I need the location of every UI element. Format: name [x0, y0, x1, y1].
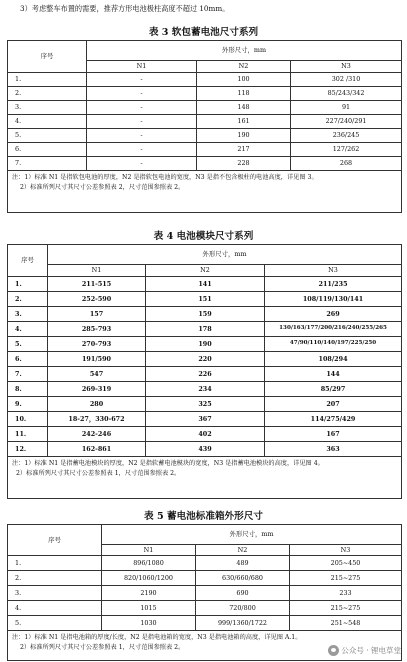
- table-row: [8, 571, 402, 586]
- table-cell: 252-590: [48, 292, 146, 307]
- table-row: [8, 292, 402, 307]
- table3-note-2: 2）标准所列尺寸其尺寸公差参照表 2，尺寸范围参照表 2。: [20, 183, 185, 191]
- table-cell: 2.: [8, 87, 87, 101]
- table-cell: -: [87, 157, 197, 171]
- table-cell: 144: [265, 367, 402, 382]
- table-cell: 2.: [8, 292, 48, 307]
- table-cell: 4.: [8, 601, 102, 616]
- table-cell: 242-246: [48, 427, 146, 442]
- table-row: [8, 397, 402, 412]
- table-cell: 91: [291, 101, 402, 115]
- table-cell: 108/294: [265, 352, 402, 367]
- table-row: [8, 87, 402, 101]
- table-cell: 233: [290, 586, 402, 601]
- table-cell: 236/245: [291, 129, 402, 143]
- table4-note-1: 注：1）标准 N1 是指蓄电池模块的厚度，N2 是指软蓄电池模块的宽度，N3 是指蓄电池模块的高度，详见图 4。: [12, 460, 324, 467]
- table-cell: -: [87, 87, 197, 101]
- table-cell: 999/1360/1722: [196, 616, 290, 631]
- table4-notes: [8, 457, 402, 499]
- table-cell: 159: [146, 307, 265, 322]
- table-cell: 108/119/130/141: [265, 292, 402, 307]
- table4-header-n3: N3: [265, 265, 402, 277]
- table-cell: 402: [146, 427, 265, 442]
- table-cell: 363: [265, 442, 402, 457]
- table-cell: 4.: [8, 115, 87, 129]
- table-cell: 2.: [8, 571, 102, 586]
- table-cell: 191/590: [48, 352, 146, 367]
- table-cell: 118: [197, 87, 291, 101]
- table-cell: 720/800: [196, 601, 290, 616]
- table3: [7, 40, 402, 213]
- table-cell: 162-861: [48, 442, 146, 457]
- table-cell: 5.: [8, 129, 87, 143]
- table-cell: 1.: [8, 556, 102, 571]
- table-row: [8, 352, 402, 367]
- table-cell: 2190: [102, 586, 196, 601]
- table-cell: 489: [196, 556, 290, 571]
- table-cell: 217: [197, 143, 291, 157]
- table-cell: 215~275: [290, 601, 402, 616]
- table-row: [8, 143, 402, 157]
- table3-header-dims: 外形尺寸，mm: [87, 41, 402, 61]
- table-cell: 269: [265, 307, 402, 322]
- table-cell: 167: [265, 427, 402, 442]
- table-cell: 12.: [8, 442, 48, 457]
- table5: [7, 524, 402, 661]
- table-cell: 3.: [8, 307, 48, 322]
- table-cell: 1015: [102, 601, 196, 616]
- table-cell: 325: [146, 397, 265, 412]
- table-cell: 820/1060/1200: [102, 571, 196, 586]
- table4-title: 表 4 电池模块尺寸系列: [153, 231, 254, 242]
- table-cell: 47/90/110/140/197/225/250: [265, 337, 402, 352]
- table-row: [8, 412, 402, 427]
- table-cell: 127/262: [291, 143, 402, 157]
- table-cell: 141: [146, 277, 265, 292]
- table5-header-dims: 外形尺寸，mm: [102, 525, 402, 545]
- table-cell: 234: [146, 382, 265, 397]
- table-cell: 130/163/177/200/216/240/255/265: [265, 322, 402, 337]
- top-note: 3）考虑整车布置的需要，推荐方形电池极柱高度不超过 10mm。: [20, 4, 230, 13]
- table4: [7, 244, 402, 499]
- table-cell: 211/235: [265, 277, 402, 292]
- table-cell: -: [87, 143, 197, 157]
- table5-note-1: 注：1）标准 N1 是指电池箱的厚度/长度，N2 是指电池箱的宽度，N3 是指电池箱的高度，详见图 A.1。: [12, 634, 302, 641]
- table-cell: 547: [48, 367, 146, 382]
- table-row: [8, 382, 402, 397]
- table-cell: 3.: [8, 586, 102, 601]
- table-row: [8, 616, 402, 631]
- table-cell: 190: [197, 129, 291, 143]
- table-cell: 7.: [8, 367, 48, 382]
- table5-header-seq: 序号: [8, 525, 102, 556]
- table-cell: 161: [197, 115, 291, 129]
- table5-header-n1: N1: [102, 545, 196, 556]
- watermark: [328, 645, 401, 657]
- table-cell: 18-27，330-672: [48, 412, 146, 427]
- table4-header-n2: N2: [146, 265, 265, 277]
- table-row: [8, 101, 402, 115]
- table3-title: 表 3 软包蓄电池尺寸系列: [148, 27, 259, 38]
- table-cell: 6.: [8, 143, 87, 157]
- table-row: [8, 601, 402, 616]
- table4-header-seq: 序号: [8, 245, 48, 277]
- table-row: [8, 129, 402, 143]
- table-cell: 269-319: [48, 382, 146, 397]
- table-cell: 5.: [8, 616, 102, 631]
- table-row: [8, 556, 402, 571]
- table-cell: 9.: [8, 397, 48, 412]
- table5-title: 表 5 蓄电池标准箱外形尺寸: [144, 511, 263, 522]
- table-row: [8, 307, 402, 322]
- table-cell: 690: [196, 586, 290, 601]
- table-cell: 3.: [8, 101, 87, 115]
- table-cell: 148: [197, 101, 291, 115]
- table-cell: 220: [146, 352, 265, 367]
- watermark-text: 公众号 · 锂电草堂: [341, 645, 401, 655]
- table-cell: -: [87, 73, 197, 87]
- table-cell: 11.: [8, 427, 48, 442]
- table-cell: -: [87, 101, 197, 115]
- table3-notes: [8, 171, 402, 213]
- table-cell: -: [87, 115, 197, 129]
- table-cell: 178: [146, 322, 265, 337]
- table-cell: 4.: [8, 322, 48, 337]
- table4-header-dims: 外形尺寸，mm: [48, 245, 402, 265]
- table-cell: 439: [146, 442, 265, 457]
- table3-note-1: 注：1）标准 N1 是指软包电池的厚度，N2 是指软包电池的宽度，N3 是指不包含极柱的电池高度，详见图 3。: [12, 174, 318, 181]
- table-row: [8, 73, 402, 87]
- table-cell: 1.: [8, 277, 48, 292]
- table5-header-n3: N3: [290, 545, 402, 556]
- table3-header-n1: N1: [87, 61, 197, 73]
- table-row: [8, 586, 402, 601]
- table-cell: 85/297: [265, 382, 402, 397]
- table3-header-seq: 序号: [8, 41, 87, 73]
- table-cell: 630/660/680: [196, 571, 290, 586]
- table5-header-n2: N2: [196, 545, 290, 556]
- table-cell: 211-515: [48, 277, 146, 292]
- table-cell: -: [87, 129, 197, 143]
- table3-header-n2: N2: [197, 61, 291, 73]
- table-row: [8, 115, 402, 129]
- table-row: [8, 442, 402, 457]
- table-cell: 10.: [8, 412, 48, 427]
- table-cell: 228: [197, 157, 291, 171]
- table-cell: 227/240/291: [291, 115, 402, 129]
- table-cell: 251~548: [290, 616, 402, 631]
- table5-note-2: 2）标准所列尺寸其尺寸公差参照表 1，尺寸范围参照表 2。: [20, 643, 185, 651]
- table-row: [8, 157, 402, 171]
- table-row: [8, 337, 402, 352]
- table-row: [8, 367, 402, 382]
- table-cell: 280: [48, 397, 146, 412]
- table-cell: 85/243/342: [291, 87, 402, 101]
- table-cell: 1.: [8, 73, 87, 87]
- table-row: [8, 277, 402, 292]
- table-cell: 8.: [8, 382, 48, 397]
- table-cell: 7.: [8, 157, 87, 171]
- table-cell: 270-793: [48, 337, 146, 352]
- table-cell: 215~275: [290, 571, 402, 586]
- table-cell: 896/1080: [102, 556, 196, 571]
- table-cell: 285-793: [48, 322, 146, 337]
- table-row: [8, 322, 402, 337]
- table4-note-2: 2）标准所列尺寸其尺寸公差参照表 1，尺寸范围参照表 2。: [16, 469, 181, 477]
- table-cell: 100: [197, 73, 291, 87]
- table-row: [8, 427, 402, 442]
- table-cell: 367: [146, 412, 265, 427]
- table-cell: 268: [291, 157, 402, 171]
- table-cell: 1030: [102, 616, 196, 631]
- table-cell: 114/275/429: [265, 412, 402, 427]
- table-cell: 207: [265, 397, 402, 412]
- table3-header-n3: N3: [291, 61, 402, 73]
- table-cell: 205~450: [290, 556, 402, 571]
- table-cell: 190: [146, 337, 265, 352]
- table-cell: 157: [48, 307, 146, 322]
- table-cell: 151: [146, 292, 265, 307]
- wechat-icon: [328, 645, 339, 656]
- table-cell: 226: [146, 367, 265, 382]
- table-cell: 5.: [8, 337, 48, 352]
- table-cell: 302 /310: [291, 73, 402, 87]
- table-cell: 6.: [8, 352, 48, 367]
- table4-header-n1: N1: [48, 265, 146, 277]
